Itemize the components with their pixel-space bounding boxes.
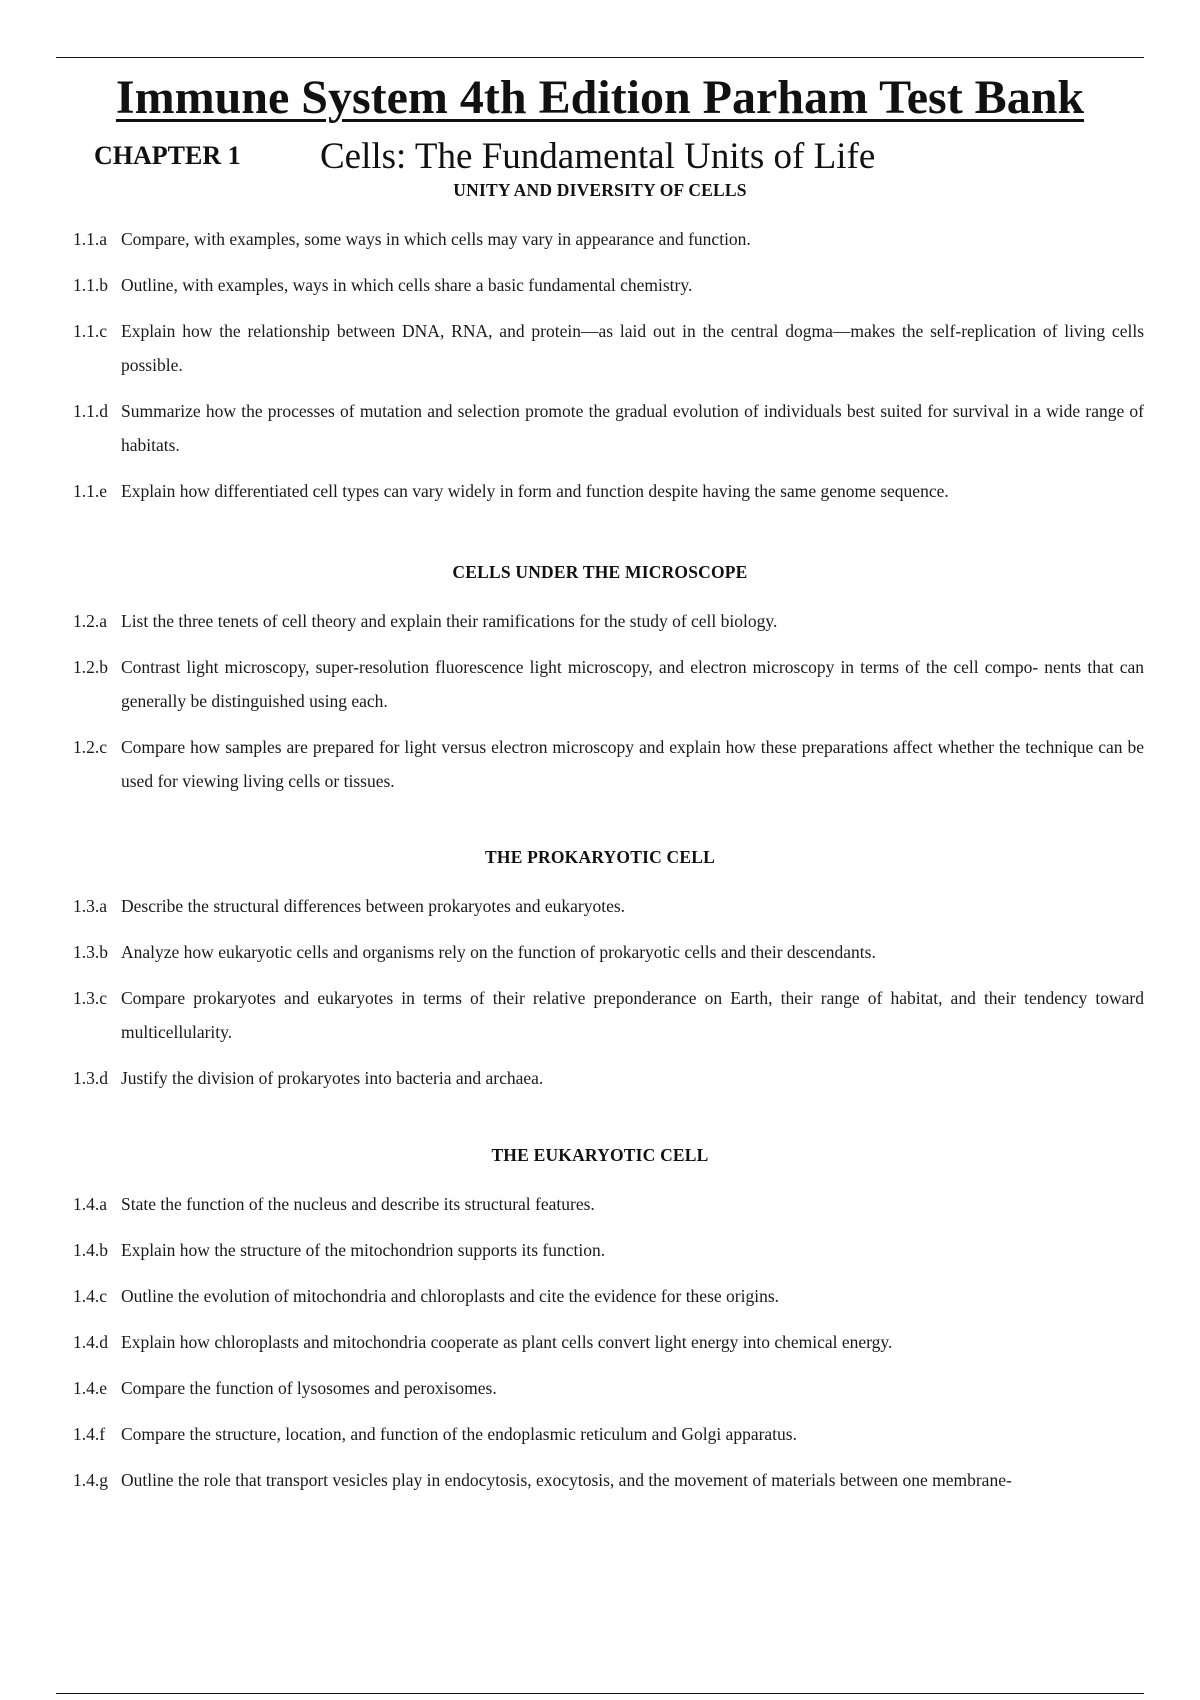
- objective-number: 1.2.a: [73, 611, 108, 631]
- section-heading: UNITY AND DIVERSITY OF CELLS: [453, 180, 747, 200]
- objective-item: [56, 1061, 1144, 1095]
- objective-number: 1.1.a: [73, 229, 108, 249]
- objective-text: Outline the evolution of mitochondria and chloroplasts and cite the evidence for these origins.: [121, 1286, 780, 1306]
- objective-text: State the function of the nucleus and describe its structural features.: [121, 1194, 595, 1214]
- objective-text: Compare how samples are prepared for light versus electron microscopy and explain how these preparations affect whether the technique can be used for viewing living cells or tissues.: [121, 737, 1144, 791]
- objective-number: 1.3.b: [73, 942, 108, 962]
- objective-text: Compare prokaryotes and eukaryotes in terms of their relative preponderance on Earth, their range of habitat, and their tendency toward multicellularity.: [121, 988, 1144, 1042]
- objective-list: [56, 1187, 1144, 1497]
- objective-text: Explain how differentiated cell types can vary widely in form and function despite having the same genome sequence.: [121, 481, 949, 501]
- objective-item: [56, 730, 1144, 798]
- objective-item: [56, 1187, 1144, 1221]
- objective-item: [56, 889, 1144, 923]
- objective-text: Explain how chloroplasts and mitochondria cooperate as plant cells convert light energy into chemical energy.: [121, 1332, 893, 1352]
- objective-text: Summarize how the processes of mutation and selection promote the gradual evolution of individuals best suited for survival in a wide range of habitats.: [121, 401, 1144, 455]
- objective-item: [56, 1371, 1144, 1405]
- objective-number: 1.4.g: [73, 1470, 108, 1490]
- top-rule: [56, 57, 1144, 58]
- objective-text: Outline the role that transport vesicles play in endocytosis, exocytosis, and the movement of materials between one membrane-: [121, 1470, 1012, 1490]
- objective-number: 1.4.d: [73, 1332, 108, 1352]
- objective-item: [56, 222, 1144, 256]
- objective-item: [56, 1417, 1144, 1451]
- section-heading: THE PROKARYOTIC CELL: [485, 847, 715, 867]
- section-unity-diversity: [56, 178, 1144, 508]
- objective-text: Compare the structure, location, and function of the endoplasmic reticulum and Golgi apparatus.: [121, 1424, 797, 1444]
- objective-text: List the three tenets of cell theory and explain their ramifications for the study of cell biology.: [121, 611, 778, 631]
- objective-number: 1.2.b: [73, 657, 108, 677]
- bottom-rule: [56, 1693, 1144, 1694]
- section-prokaryotic-cell: [56, 845, 1144, 1095]
- objective-item: [56, 474, 1144, 508]
- objective-item: [56, 394, 1144, 462]
- objective-item: [56, 1279, 1144, 1313]
- section-eukaryotic-cell: [56, 1143, 1144, 1497]
- objective-text: Explain how the relationship between DNA, RNA, and protein—as laid out in the central dogma—makes the self-replication of living cells possible.: [121, 321, 1144, 375]
- objective-number: 1.1.e: [73, 481, 108, 501]
- objective-text: Justify the division of prokaryotes into bacteria and archaea.: [121, 1068, 544, 1088]
- objective-item: [56, 981, 1144, 1049]
- section-heading: THE EUKARYOTIC CELL: [491, 1145, 709, 1165]
- chapter-label: CHAPTER 1: [94, 141, 241, 170]
- objective-text: Describe the structural differences between prokaryotes and eukaryotes.: [121, 896, 626, 916]
- objective-number: 1.3.c: [73, 988, 108, 1008]
- objective-text: Analyze how eukaryotic cells and organisms rely on the function of prokaryotic cells and their descendants.: [121, 942, 876, 962]
- objective-item: [56, 1325, 1144, 1359]
- objective-item: [56, 650, 1144, 718]
- objective-number: 1.1.b: [73, 275, 108, 295]
- objective-text: Outline, with examples, ways in which cells share a basic fundamental chemistry.: [121, 275, 693, 295]
- objective-item: [56, 268, 1144, 302]
- objective-list: [56, 889, 1144, 1095]
- objective-number: 1.3.a: [73, 896, 108, 916]
- objective-list: [56, 222, 1144, 508]
- objective-number: 1.4.e: [73, 1378, 108, 1398]
- objective-number: 1.4.f: [73, 1424, 106, 1444]
- objective-item: [56, 314, 1144, 382]
- objective-text: Compare, with examples, some ways in which cells may vary in appearance and function.: [121, 229, 751, 249]
- objective-item: [56, 935, 1144, 969]
- objective-number: 1.2.c: [73, 737, 108, 757]
- objective-list: [56, 604, 1144, 798]
- section-cells-microscope: [56, 560, 1144, 798]
- objective-number: 1.4.a: [73, 1194, 108, 1214]
- objective-number: 1.4.c: [73, 1286, 108, 1306]
- chapter-title: Cells: The Fundamental Units of Life: [320, 136, 876, 177]
- objective-item: [56, 604, 1144, 638]
- objective-item: [56, 1233, 1144, 1267]
- objective-item: [56, 1463, 1144, 1497]
- objective-text: Compare the function of lysosomes and peroxisomes.: [121, 1378, 497, 1398]
- objective-text: Explain how the structure of the mitochondrion supports its function.: [121, 1240, 606, 1260]
- document-title: Immune System 4th Edition Parham Test Bank: [115, 71, 1085, 124]
- objective-number: 1.1.d: [73, 401, 108, 421]
- objective-number: 1.3.d: [73, 1068, 108, 1088]
- objective-text: Contrast light microscopy, super-resolution fluorescence light microscopy, and electron microscopy in terms of the cell compo- nents that can generally be distinguished using each.: [121, 657, 1144, 711]
- section-heading: CELLS UNDER THE MICROSCOPE: [452, 562, 748, 582]
- objective-number: 1.4.b: [73, 1240, 108, 1260]
- objective-number: 1.1.c: [73, 321, 108, 341]
